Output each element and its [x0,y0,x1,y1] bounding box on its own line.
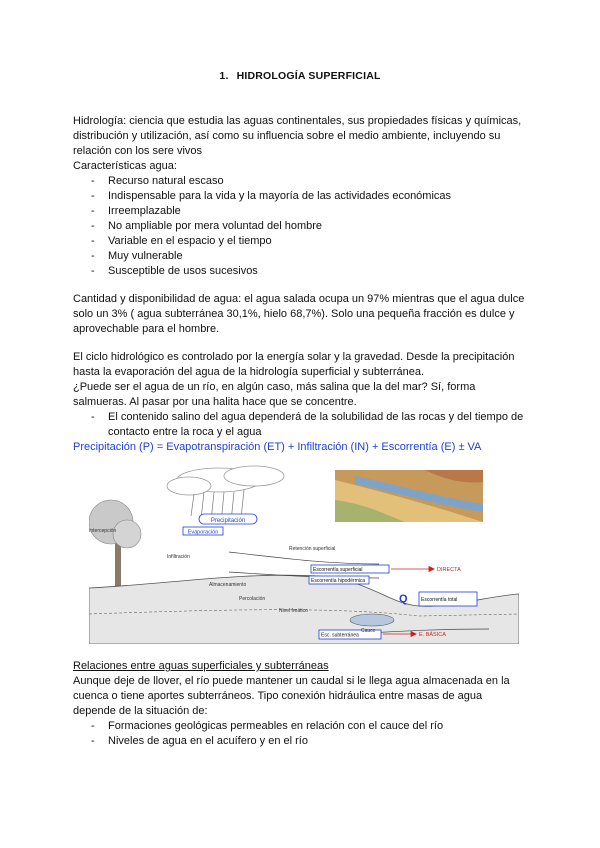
definition-line: Hidrología: ciencia que estudia las aguas continentales, sus propiedades físicas y químicas, [73,115,522,127]
availability-paragraph [73,292,533,337]
channel-label: Cauce [361,628,376,634]
list-item: - Susceptible de usos sucesivos [73,264,533,279]
definition-paragraph [73,114,533,279]
list-item: - Irreemplazable [73,204,533,219]
direct-label: DIRECTA [437,567,461,573]
surface-retention-label: Retención superficial [289,546,336,552]
list-item: - El contenido salino del agua dependerá de la solubilidad de las rocas y del tiempo de [73,410,533,425]
underground-runoff-label: Esc. subterránea [321,632,359,639]
cycle-paragraph [73,350,533,455]
base-label: E. BÁSICA [419,632,446,638]
relations-section [73,659,533,749]
list-item: - Formaciones geológicas permeables en relación con el cauce del río [73,719,533,734]
hypodermic-runoff-label: Escorrentía hipodérmica [311,578,366,584]
storage-label: Almacenamiento [209,582,247,588]
cycle-line: salmueras. Al pasar por una halita hace que se concentre. [73,396,357,408]
clouds [167,466,284,495]
evaporation-label: Evaporación [187,529,219,536]
list-item: - Muy vulnerable [73,249,533,264]
relations-line: depende de la situación de: [73,705,208,717]
phreatic-level-label: Nivel freático [279,608,308,614]
surface-runoff-label: Escorrentía superficial [313,567,363,573]
availability-line: aprovechable para el hombre. [73,323,220,335]
characteristics-list [73,174,533,279]
page-title [0,70,600,82]
infiltration-label: Infiltración [167,554,190,560]
cycle-line: El ciclo hidrológico es controlado por la energía solar y la gravedad. Desde la precipitación [73,351,515,363]
cycle-line: ¿Puede ser el agua de un río, en algún caso, más salina que la del mar? Sí, forma [73,381,476,393]
tree-icon [89,500,141,594]
river-channel [350,614,394,626]
cycle-line: hasta la evaporación del agua de la hidrología superficial y subterránea. [73,366,425,378]
list-item: - Niveles de agua en el acuífero y en el río [73,734,533,749]
characteristics-heading: Características agua: [73,160,177,172]
list-item: - Variable en el espacio y el tiempo [73,234,533,249]
list-item: - Recurso natural escaso [73,174,533,189]
relations-heading: Relaciones entre aguas superficiales y subterráneas [73,660,329,672]
list-item: - No ampliable por mera voluntad del hombre [73,219,533,234]
title-number: 1. [219,70,229,82]
list-item-continuation: contacto entre la roca y el agua [108,426,262,438]
discharge-label: Q [399,593,408,605]
cycle-list [73,410,533,440]
list-item: - Indispensable para la vida y la mayoría de las actividades económicas [73,189,533,204]
precipitation-label: Precipitación [210,518,246,524]
total-runoff-label: Escorrentía total [421,597,458,603]
water-balance-equation: Precipitación (P) = Evapotranspiración (ET) + Infiltración (IN) + Escorrentía (E) ± VA [73,441,482,453]
relations-list [73,719,533,749]
definition-line: relación con los sere vivos [73,145,203,157]
title-text: HIDROLOGÍA SUPERFICIAL [236,70,381,82]
definition-line: distribución y utilización, así como su influencia sobre el medio ambiente, incluyendo su [73,130,501,142]
relations-line: cuenca o tiene aportes subterráneos. Tipo conexión hidráulica entre masas de agua [73,690,483,702]
relations-line: Aunque deje de llover, el río puede mantener un caudal si le llega agua almacenada en la [73,675,510,687]
interception-label: Intercepción [89,528,117,534]
percolation-label: Percolación [239,596,266,602]
availability-line: Cantidad y disponibilidad de agua: el agua salada ocupa un 97% mientras que el agua dulce [73,293,525,305]
availability-line: solo un 3% ( agua subterránea 30,1%, hielo 68,7%). Solo una pequeña fracción es dulce y [73,308,515,320]
geologic-map-inset [335,470,483,522]
